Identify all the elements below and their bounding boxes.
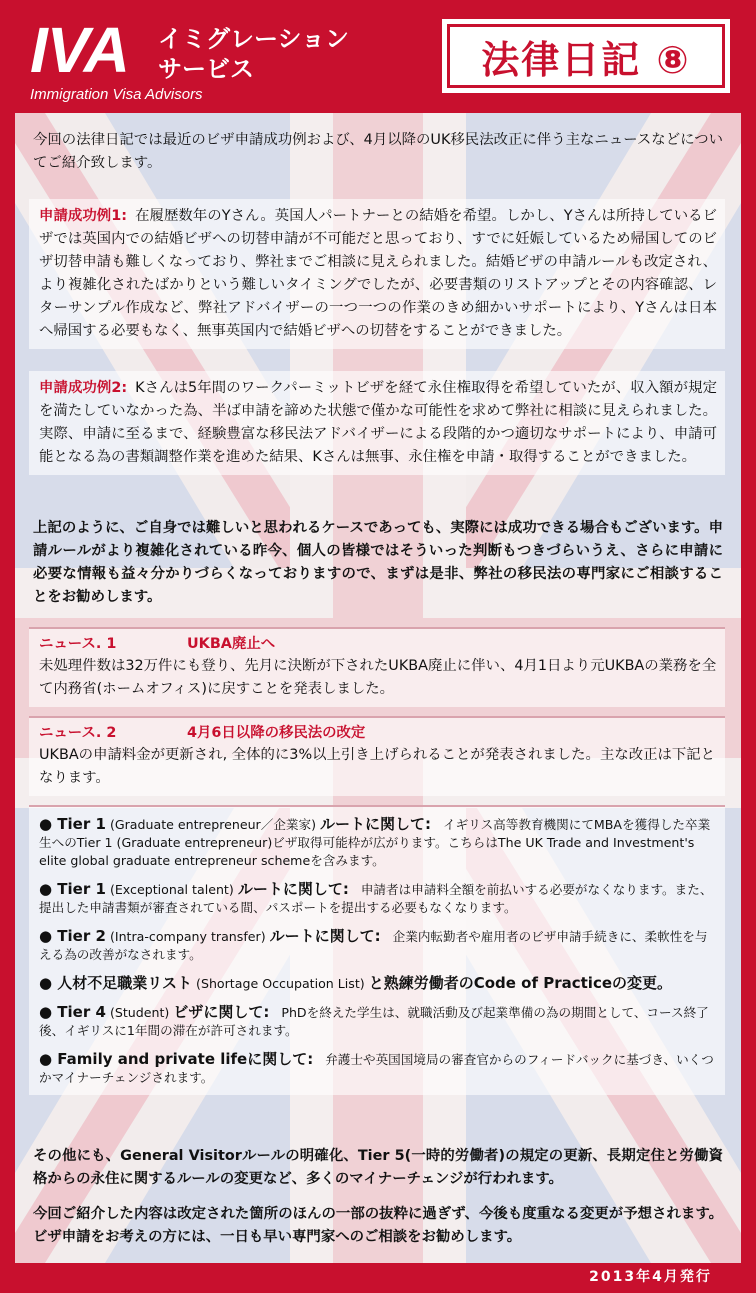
news-2-number: ニュース. 2 xyxy=(39,725,117,741)
item-text: PhDを終えた学生は、就職活動及び起業準備の為の期間として、コース終了後、イギリスに1年間の滞在が許可されます。 xyxy=(39,1005,709,1038)
case-1 xyxy=(29,199,725,349)
item-lead: ● Family and private life xyxy=(39,1050,248,1068)
item-lead2: ルートに関して: xyxy=(269,927,381,945)
item-lead: ● Tier 4 xyxy=(39,1003,106,1021)
item-lead: ● 人材不足職業リスト xyxy=(39,974,193,992)
case-2 xyxy=(29,371,725,475)
title-box xyxy=(442,19,730,93)
news-1-title: UKBA廃止へ xyxy=(187,636,276,652)
news-2 xyxy=(29,716,725,796)
item-sub: (Intra-company transfer) xyxy=(109,929,266,944)
logo-iva: IVA xyxy=(30,14,129,86)
news-1-number: ニュース. 1 xyxy=(39,636,117,652)
content-area xyxy=(15,113,741,1263)
item-lead: ● Tier 2 xyxy=(39,927,106,945)
logo-english: Immigration Visa Advisors xyxy=(30,86,203,103)
logo-japanese xyxy=(158,24,388,84)
list-item xyxy=(39,815,717,870)
logo-jp-line2: サービス xyxy=(158,55,254,83)
text-layer xyxy=(15,113,741,1263)
list-item xyxy=(39,1003,717,1040)
intro-paragraph: 今回の法律日記では最近のビザ申請成功例および、4月以降のUK移民法改正に伴う主なニュースなどについてご紹介致します。 xyxy=(33,132,723,171)
list-item xyxy=(39,880,717,917)
item-lead: ● Tier 1 xyxy=(39,880,106,898)
amendment-list xyxy=(29,805,725,1095)
item-text: イギリス高等教育機関にてMBAを獲得した卒業生へのTier 1 (Graduate entrepreneur)ビザ取得可能枠が広がります。こちらはThe UK Trade and Investment's elite global graduate entrepreneur schemeを含みます。 xyxy=(39,817,711,868)
news-1-text: 未処理件数は32万件にも登り、先月に決断が下されたUKBA廃止に伴い、4月1日より元UKBAの業務を全て内務省(ホームオフィス)に戻すことを発表しました。 xyxy=(39,658,717,697)
item-sub: (Exceptional talent) xyxy=(109,882,234,897)
item-text: 申請者は申請料全額を前払いする必要がなくなります。また、提出した申請書類が審査されている間、パスポートを提出する必要もなくなります。 xyxy=(39,882,713,915)
logo-jp-line1: イミグレーション xyxy=(158,25,350,53)
item-text: 企業内転勤者や雇用者のビザ申請手続きに、柔軟性を与える為の改善がなされます。 xyxy=(39,929,708,962)
item-sub: (Student) xyxy=(109,1005,170,1020)
item-text: 弁護士や英国国境局の審査官からのフィードバックに基づき、いくつかマイナーチェンジされます。 xyxy=(39,1052,714,1085)
news-1 xyxy=(29,627,725,707)
item-lead2: と熟練労働者のCode of Practiceの変更。 xyxy=(368,974,673,992)
item-sub: (Shortage Occupation List) xyxy=(196,976,365,991)
item-lead2: ルートに関して: xyxy=(320,815,432,833)
case-2-label: 申請成功例2: xyxy=(39,380,128,396)
item-lead: ● Tier 1 xyxy=(39,815,106,833)
news-2-heading xyxy=(39,722,717,744)
item-lead2: に関して: xyxy=(247,1050,314,1068)
advice-paragraph: 上記のように、ご自身では難しいと思われるケースであっても、実際には成功できる場合もございます。申請ルールがより複雑化されている昨今、個人の皆様ではそういった判断もつきづらいうえ、さらに申請に必要な情報も益々分かりづらくなっておりますので、まずは是非、弊社の移民法の専門家にご相談することをお勧めします。 xyxy=(33,520,723,605)
item-sub: (Graduate entrepreneur／企業家) xyxy=(109,817,317,832)
page-title: 法律日記 ⑧ xyxy=(481,37,691,82)
closing-paragraph-2: 今回ご紹介した内容は改定された箇所のほんの一部の抜粋に過ぎず、今後も度重なる変更が予想されます。ビザ申請をお考えの方には、一日も早い専門家へのご相談をお勧めします。 xyxy=(33,1206,723,1245)
issue-date-badge: 2013年4月発行 xyxy=(560,1266,741,1288)
news-1-heading xyxy=(39,633,717,655)
item-lead2: ビザに関して: xyxy=(173,1003,270,1021)
news-2-title: 4月6日以降の移民法の改定 xyxy=(187,725,366,741)
header xyxy=(0,0,756,112)
closing-paragraph-1: その他にも、General Visitorルールの明確化、Tier 5(一時的労働者)の規定の更新、長期定住と労働資格からの永住に関するルールの変更など、多くのマイナーチェンジが行われます。 xyxy=(33,1148,723,1187)
list-item xyxy=(39,974,717,993)
case-1-label: 申請成功例1: xyxy=(39,208,128,224)
list-item xyxy=(39,927,717,964)
case-2-text: Kさんは5年間のワークパーミットビザを経て永住権取得を希望していたが、収入額が規定を満たしていなかった為、半ば申請を諦めた状態で僅かな可能性を求めて弊社に相談に見えられました。実際、申請に至るまで、経験豊富な移民法アドバイザーによる段階的かつ適切なサポートにより、申請可能となる為の書類調整作業を進めた結果、Kさんは無事、永住権を申請・取得することができました。 xyxy=(39,380,717,465)
list-item xyxy=(39,1050,717,1087)
case-1-text: 在履歴数年のYさん。英国人パートナーとの結婚を希望。しかし、Yさんは所持しているビザでは英国内での結婚ビザへの切替申請が不可能だと思っており、すでに妊娠しているため帰国してのビザ切替申請も難しくなっており、弊社までご相談に見えられました。結婚ビザの申請ルールも改定され、より複雑化されたばかりという難しいタイミングでしたが、必要書類のリストアップとその内容確認、レターサンプル作成など、弊社アドバイザーの一つ一つの作業のきめ細かいサポートにより、Yさんは日本へ帰国する必要もなく、無事英国内で結婚ビザへの切替をすることができました。 xyxy=(39,208,717,339)
news-2-text: UKBAの申請料金が更新され, 全体的に3%以上引き上げられることが発表されました。主な改正は下記となります。 xyxy=(39,747,716,786)
item-lead2: ルートに関して: xyxy=(237,880,349,898)
